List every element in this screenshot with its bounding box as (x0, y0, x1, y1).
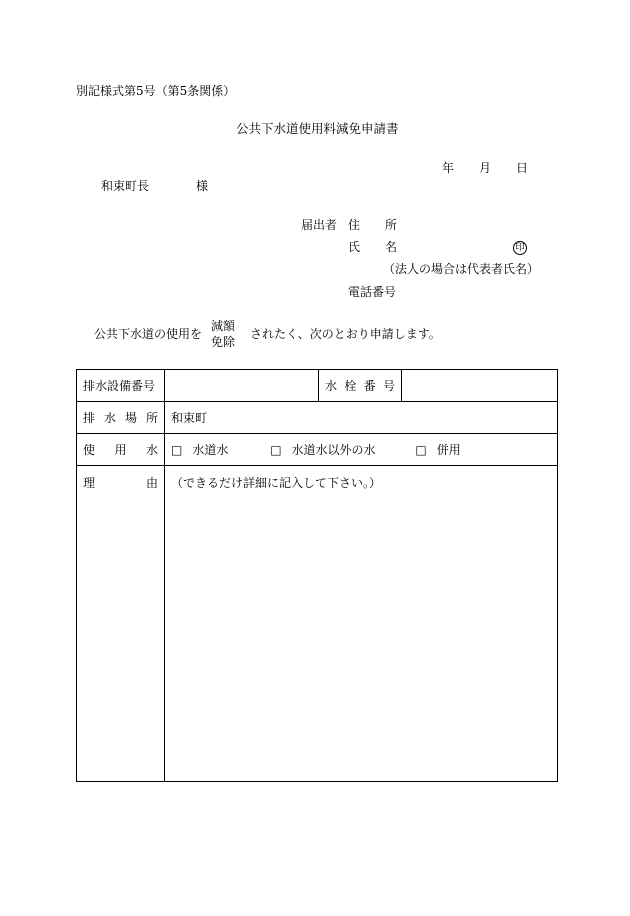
checkbox-icon: □ (270, 443, 282, 457)
applicant-label: 届出者 (301, 218, 338, 232)
document-title: 公共下水道使用料減免申請書 (236, 121, 399, 136)
address-label-2: 所 (385, 218, 398, 232)
request-prefix: 公共下水道の使用を (94, 327, 203, 341)
addressee: 和束町長 (101, 179, 150, 193)
date-day-label: 日 (516, 161, 529, 175)
request-suffix: されたく、次のとおり申請します。 (250, 327, 441, 341)
form-number: 別記様式第5号（第5条関係） (76, 84, 236, 98)
seal-icon: 印 (513, 241, 527, 255)
reason-label: 理 由 (77, 466, 165, 782)
checkbox-icon: □ (171, 443, 183, 457)
option-exempt: 免除 (211, 335, 236, 349)
tap-number-field[interactable] (402, 370, 558, 402)
drain-location-label: 排 水 場 所 (77, 402, 165, 434)
drain-number-field[interactable] (165, 370, 319, 402)
date-month-label: 月 (479, 161, 492, 175)
checkbox-combined[interactable] (415, 441, 460, 458)
addressee-honorific: 様 (196, 179, 209, 193)
application-table (76, 369, 558, 782)
checkbox-icon: □ (415, 443, 427, 457)
option-reduce: 減額 (211, 319, 236, 333)
water-use-options (165, 434, 558, 466)
table-row-water-use (77, 434, 558, 466)
tap-number-label: 水 栓 番 号 (319, 370, 402, 402)
checkbox-label: 水道水以外の水 (291, 443, 376, 457)
phone-label: 電話番号 (348, 285, 397, 299)
name-label-1: 氏 (348, 240, 361, 254)
checkbox-label: 併用 (436, 443, 461, 457)
checkbox-tap-water[interactable] (171, 441, 228, 458)
reason-field[interactable] (165, 466, 558, 782)
reason-note: （できるだけ詳細に記入して下さい。） (171, 476, 382, 490)
address-label-1: 住 (348, 218, 361, 232)
date-year-label: 年 (442, 161, 455, 175)
drain-location-field[interactable]: 和束町 (165, 402, 558, 434)
water-use-label: 使 用 水 (77, 434, 165, 466)
corporation-note: （法人の場合は代表者氏名） (383, 262, 540, 276)
seal-mark (513, 240, 527, 255)
name-label-2: 名 (385, 240, 398, 254)
table-row-drain-location (77, 402, 558, 434)
table-row-reason (77, 466, 558, 782)
table-row-drain-number (77, 370, 558, 402)
drain-number-label: 排水設備番号 (77, 370, 165, 402)
checkbox-non-tap-water[interactable] (270, 441, 375, 458)
checkbox-label: 水道水 (192, 443, 229, 457)
